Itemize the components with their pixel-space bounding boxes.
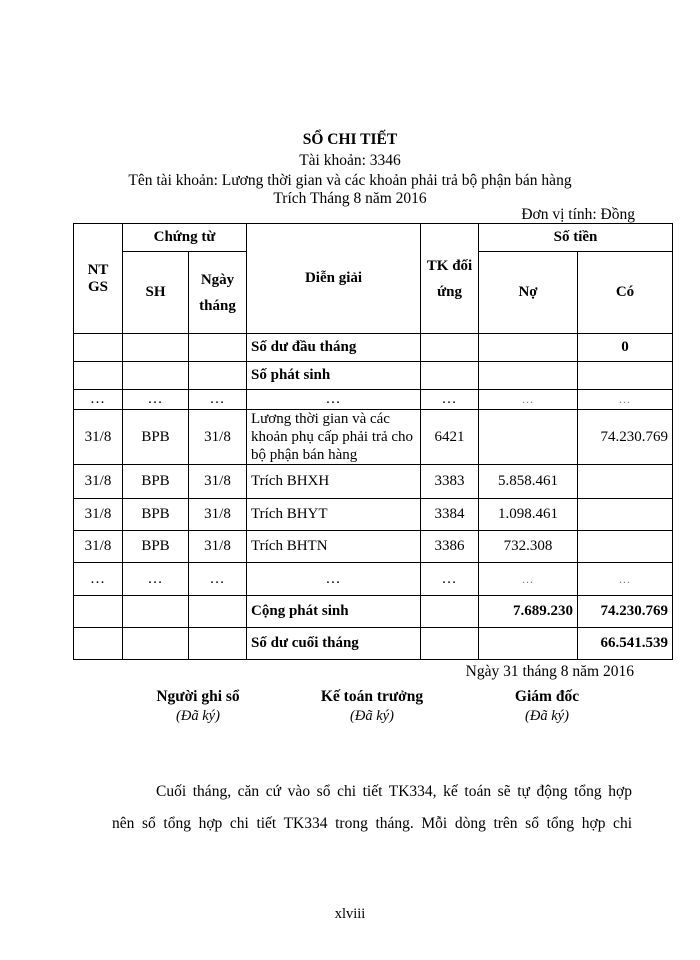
header-chung-tu: Chứng từ (123, 224, 247, 252)
signature-status: (Đã ký) (350, 708, 394, 724)
ellipsis-cell: … (421, 563, 479, 596)
row-no (479, 410, 578, 465)
ellipsis-cell: … (247, 390, 421, 410)
row-ngay: 31/8 (189, 410, 247, 465)
signature-recorder (108, 688, 288, 725)
row-ntgs: 31/8 (74, 531, 123, 563)
table-row (74, 465, 673, 499)
closing-balance-label: Số dư cuối tháng (247, 628, 421, 660)
ellipsis-cell: … (247, 563, 421, 596)
row-sh: BPB (123, 465, 189, 499)
currency-unit: Đơn vị tính: Đồng (521, 206, 635, 223)
ellipsis-row (74, 563, 673, 596)
header-no: Nợ (479, 252, 578, 334)
row-co: 74.230.769 (578, 410, 673, 465)
row-co (578, 499, 673, 531)
arising-row (74, 362, 673, 390)
row-ntgs: 31/8 (74, 410, 123, 465)
row-sh: BPB (123, 531, 189, 563)
opening-balance-row (74, 334, 673, 362)
body-paragraph-line-2: nên sổ tổng hợp chi tiết TK334 trong tháng. Mỗi dòng trên sổ tổng hợp chi (112, 815, 632, 832)
ellipsis-cell: … (421, 390, 479, 410)
table-row (74, 531, 673, 563)
ellipsis-cell: … (578, 390, 673, 410)
row-ngay: 31/8 (189, 531, 247, 563)
ellipsis-cell: … (479, 390, 578, 410)
ellipsis-row (74, 390, 673, 410)
row-tk: 3386 (421, 531, 479, 563)
row-co (578, 531, 673, 563)
header-tk-doi-ung: TK đối ứng (421, 224, 479, 334)
ellipsis-cell: … (578, 563, 673, 596)
total-co: 74.230.769 (578, 596, 673, 628)
total-row (74, 596, 673, 628)
signature-role: Giám đốc (514, 688, 580, 705)
table-row (74, 499, 673, 531)
row-ngay: 31/8 (189, 465, 247, 499)
row-ntgs: 31/8 (74, 499, 123, 531)
total-no: 7.689.230 (479, 596, 578, 628)
row-sh: BPB (123, 499, 189, 531)
row-tk: 3384 (421, 499, 479, 531)
row-tk: 6421 (421, 410, 479, 465)
total-label: Cộng phát sinh (247, 596, 421, 628)
header-dien-giai: Diễn giải (247, 224, 421, 334)
ellipsis-cell: … (123, 390, 189, 410)
row-ntgs: 31/8 (74, 465, 123, 499)
closing-balance-co: 66.541.539 (578, 628, 673, 660)
ellipsis-cell: … (74, 390, 123, 410)
document-title: SỔ CHI TIẾT (302, 131, 398, 148)
closing-balance-row (74, 628, 673, 660)
signature-status: (Đã ký) (525, 708, 569, 724)
row-dien-giai: Trích BHYT (247, 499, 421, 531)
table-row (74, 410, 673, 465)
signature-role: Người ghi sổ (156, 688, 240, 705)
row-dien-giai: Trích BHTN (247, 531, 421, 563)
signature-status: (Đã ký) (176, 708, 220, 724)
signature-director (457, 688, 637, 725)
ellipsis-cell: … (479, 563, 578, 596)
period-line: Trích Tháng 8 năm 2016 (273, 190, 427, 207)
arising-label: Số phát sinh (247, 362, 421, 390)
signature-chief-accountant (282, 688, 462, 725)
signature-role: Kế toán trưởng (320, 688, 424, 705)
header-ngay-thang: Ngày tháng (189, 252, 247, 334)
body-paragraph-line-1: Cuối tháng, căn cứ vào sổ chi tiết TK334, kế toán sẽ tự động tổng hợp (156, 783, 632, 800)
row-no: 732.308 (479, 531, 578, 563)
header-co: Có (578, 252, 673, 334)
account-name: Tên tài khoản: Lương thời gian và các khoản phải trả bộ phận bán hàng (128, 172, 572, 189)
ledger-table (73, 223, 673, 660)
header-so-tien: Số tiền (479, 224, 673, 252)
header-ntgs: NT GS (74, 224, 123, 334)
ellipsis-cell: … (74, 563, 123, 596)
ellipsis-cell: … (123, 563, 189, 596)
row-sh: BPB (123, 410, 189, 465)
header-sh: SH (123, 252, 189, 334)
ellipsis-cell: … (189, 563, 247, 596)
row-no: 1.098.461 (479, 499, 578, 531)
row-no: 5.858.461 (479, 465, 578, 499)
row-ngay: 31/8 (189, 499, 247, 531)
account-number: Tài khoản: 3346 (299, 152, 401, 169)
row-dien-giai: Trích BHXH (247, 465, 421, 499)
opening-balance-label: Số dư đầu tháng (247, 334, 421, 362)
page-number: xlviii (334, 906, 366, 922)
ellipsis-cell: … (189, 390, 247, 410)
row-dien-giai: Lương thời gian và các khoản phụ cấp phải trả cho bộ phận bán hàng (247, 410, 421, 465)
row-co (578, 465, 673, 499)
date-line: Ngày 31 tháng 8 năm 2016 (465, 663, 634, 680)
opening-balance-co: 0 (578, 334, 673, 362)
row-tk: 3383 (421, 465, 479, 499)
